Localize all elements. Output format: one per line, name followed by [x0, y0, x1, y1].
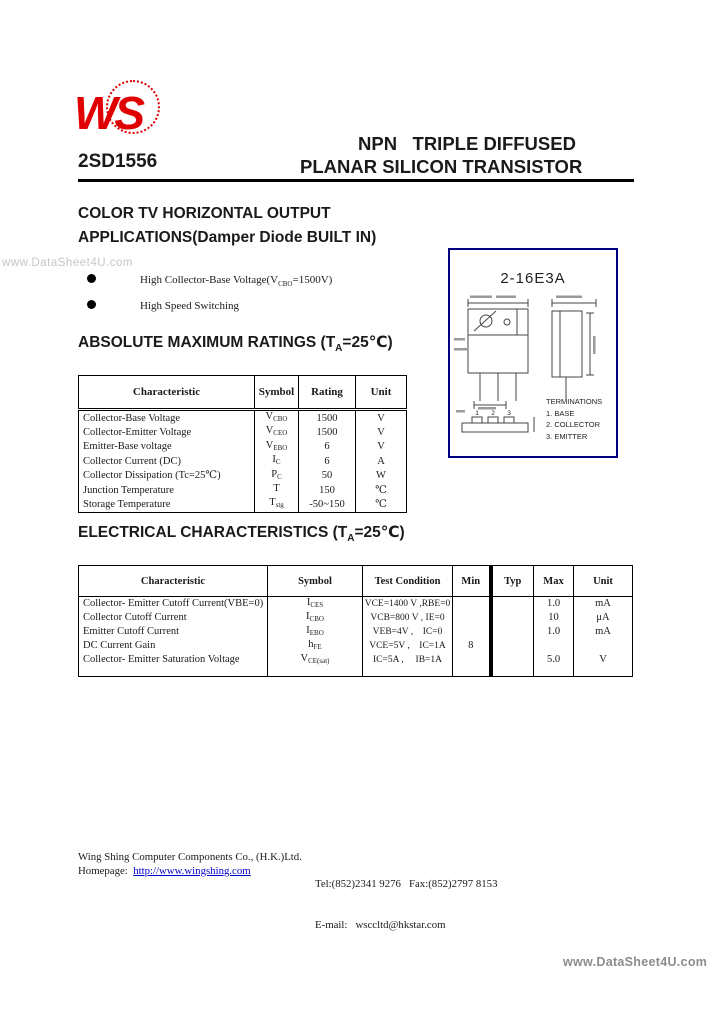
- ec-heading: [78, 523, 405, 544]
- cell-min: [453, 653, 491, 667]
- table-row: [79, 440, 407, 454]
- cell-rating: 150: [299, 483, 356, 497]
- termination-base: 1. BASE: [546, 408, 575, 418]
- title-line1: NPN TRIPLE DIFFUSED: [358, 133, 576, 154]
- table-header-row: [79, 376, 407, 410]
- cell-unit: μA: [574, 611, 633, 625]
- cell-unit: V: [356, 410, 407, 426]
- feature-subscript: CBO: [278, 280, 293, 289]
- col-test-condition: Test Condition: [363, 566, 453, 597]
- cell-rating: -50~150: [299, 497, 356, 512]
- col-symbol: Symbol: [255, 376, 299, 410]
- table-row: [79, 653, 633, 667]
- cell-min: [453, 611, 491, 625]
- cell-characteristic: Collector-Base Voltage: [79, 410, 255, 426]
- cell-symbol: $I_C$: [255, 454, 299, 468]
- cell-characteristic: Emitter-Base voltage: [79, 440, 255, 454]
- feature-text: High Collector-Base Voltage(V: [140, 274, 279, 286]
- terminations-legend: [546, 396, 614, 442]
- table-row: [79, 639, 633, 653]
- col-characteristic: Characteristic: [79, 376, 255, 410]
- cell-test-condition: VCE=5V , IC=1A: [363, 639, 453, 653]
- email-line: [315, 919, 497, 933]
- spacer-cell: [363, 667, 453, 677]
- col-typ: Typ: [491, 566, 534, 597]
- cell-characteristic: Collector- Emitter Cutoff Current(VBE=0): [79, 597, 268, 612]
- table-row: [79, 483, 407, 497]
- pin-label-3: 3: [507, 410, 511, 417]
- applications-heading-line1: COLOR TV HORIZONTAL OUTPUT: [78, 205, 331, 222]
- ec-heading-post: =25℃): [354, 524, 405, 541]
- package-outline-panel: [448, 248, 618, 458]
- table-header-row: [79, 566, 633, 597]
- part-number: 2SD1556: [78, 151, 158, 172]
- col-characteristic: Characteristic: [79, 566, 268, 597]
- applications-heading-line2: APPLICATIONS(Damper Diode BUILT IN): [78, 229, 377, 246]
- tel-fax: Tel:(852)2341 9276 Fax:(852)2797 8153: [315, 878, 498, 890]
- table-row: [79, 410, 407, 426]
- spacer-cell: [79, 667, 268, 677]
- feature-item: [140, 300, 239, 314]
- feature-text: High Speed Switching: [140, 300, 239, 312]
- termination-emitter: 3. EMITTER: [546, 431, 588, 441]
- cell-symbol: $V_{CBO}$: [255, 410, 299, 426]
- homepage-label: Homepage:: [78, 864, 128, 877]
- cell-unit: ℃: [356, 497, 407, 512]
- feature-item: [140, 274, 332, 288]
- feature-text-post: =1500V): [292, 274, 333, 286]
- cell-unit: mA: [574, 597, 633, 612]
- cell-characteristic: Collector Dissipation (Tc=25℃): [79, 469, 255, 483]
- cell-symbol: $V_{CEO}$: [255, 425, 299, 439]
- cell-unit: [574, 639, 633, 653]
- spacer-cell: [491, 667, 534, 677]
- spacer-cell: [268, 667, 363, 677]
- cell-symbol: $V_{EBO}$: [255, 440, 299, 454]
- table-row: [79, 625, 633, 639]
- absolute-maximum-ratings-table: [78, 375, 407, 513]
- table-spacer-row: [79, 667, 633, 677]
- cell-symbol: $h_{FE}$: [268, 639, 363, 653]
- footer-right: [315, 851, 497, 959]
- col-symbol: Symbol: [268, 566, 363, 597]
- electrical-characteristics-table: [78, 565, 633, 677]
- cell-rating: 6: [299, 454, 356, 468]
- cell-max: 1.0: [534, 597, 574, 612]
- cell-characteristic: Collector Current (DC): [79, 454, 255, 468]
- cell-rating: 50: [299, 469, 356, 483]
- spacer-cell: [453, 667, 491, 677]
- header-rule: [78, 179, 634, 182]
- table-row: [79, 469, 407, 483]
- termination-collector: 2. COLLECTOR: [546, 420, 601, 429]
- cell-characteristic: Storage Temperature: [79, 497, 255, 512]
- cell-typ: [491, 597, 534, 612]
- amr-heading-sub: A: [335, 343, 343, 355]
- cell-test-condition: IC=5A , IB=1A: [363, 653, 453, 667]
- cell-typ: [491, 611, 534, 625]
- pin-label-1: 1: [475, 410, 479, 417]
- col-unit: Unit: [574, 566, 633, 597]
- cell-test-condition: VCB=800 V , IE=0: [363, 611, 453, 625]
- cell-symbol: $T_{stg}$: [255, 497, 299, 512]
- cell-characteristic: DC Current Gain: [79, 639, 268, 653]
- cell-rating: 6: [299, 440, 356, 454]
- spacer-cell: [534, 667, 574, 677]
- col-unit: Unit: [356, 376, 407, 410]
- cell-unit: V: [356, 440, 407, 454]
- cell-symbol: $P_C$: [255, 469, 299, 483]
- cell-unit: W: [356, 469, 407, 483]
- cell-unit: V: [356, 425, 407, 439]
- cell-test-condition: VEB=4V , IC=0: [363, 625, 453, 639]
- email-value: wsccltd@hkstar.com: [355, 918, 446, 931]
- cell-min: [453, 625, 491, 639]
- table-row: [79, 454, 407, 468]
- cell-rating: 1500: [299, 425, 356, 439]
- cell-test-condition: VCE=1400 V ,RBE=0: [363, 597, 453, 612]
- cell-max: 5.0: [534, 653, 574, 667]
- cell-symbol: T: [255, 483, 299, 497]
- cell-symbol: $I_{CBO}$: [268, 611, 363, 625]
- amr-heading-pre: ABSOLUTE MAXIMUM RATINGS (T: [78, 334, 336, 351]
- amr-heading: [78, 333, 393, 354]
- bullet-icon: [87, 300, 96, 309]
- cell-min: [453, 597, 491, 612]
- package-name: 2-16E3A: [500, 270, 566, 287]
- spacer-cell: [574, 667, 633, 677]
- cell-unit: mA: [574, 625, 633, 639]
- cell-symbol: $V_{CE(sat)}$: [268, 653, 363, 667]
- cell-typ: [491, 653, 534, 667]
- cell-characteristic: Collector- Emitter Saturation Voltage: [79, 653, 268, 667]
- cell-characteristic: Emitter Cutoff Current: [79, 625, 268, 639]
- cell-symbol: $I_{EBO}$: [268, 625, 363, 639]
- cell-min: 8: [453, 639, 491, 653]
- wing-shing-logo: [74, 84, 154, 144]
- cell-characteristic: Junction Temperature: [79, 483, 255, 497]
- page-title: [300, 132, 634, 178]
- cell-typ: [491, 639, 534, 653]
- cell-unit: A: [356, 454, 407, 468]
- ec-heading-sub: A: [347, 533, 355, 545]
- homepage-line: [78, 865, 302, 879]
- table-row: [79, 425, 407, 439]
- cell-unit: ℃: [356, 483, 407, 497]
- logo-stamp-ring-icon: [106, 80, 160, 134]
- applications-heading: [78, 202, 376, 250]
- cell-typ: [491, 625, 534, 639]
- cell-max: [534, 639, 574, 653]
- footer-left: [78, 851, 302, 878]
- email-label: E-mail:: [315, 918, 348, 931]
- bullet-icon: [87, 274, 96, 283]
- table-row: [79, 611, 633, 625]
- watermark-bottom-right: www.DataSheet4U.com: [563, 955, 708, 969]
- cell-max: 10: [534, 611, 574, 625]
- table-row: [79, 497, 407, 512]
- company-name: Wing Shing Computer Components Co., (H.K.)Ltd.: [78, 851, 302, 863]
- cell-rating: 1500: [299, 410, 356, 426]
- cell-symbol: $I_{CES}$: [268, 597, 363, 612]
- terminations-title: TERMINATIONS: [546, 397, 603, 406]
- ec-heading-pre: ELECTRICAL CHARACTERISTICS (T: [78, 524, 348, 541]
- cell-characteristic: Collector-Emitter Voltage: [79, 425, 255, 439]
- col-min: Min: [453, 566, 491, 597]
- col-rating: Rating: [299, 376, 356, 410]
- logo-ws-text: WS: [74, 87, 143, 139]
- homepage-link[interactable]: http://www.wingshing.com: [133, 864, 251, 877]
- table-row: [79, 597, 633, 612]
- pin-label-2: 2: [491, 410, 495, 417]
- col-max: Max: [534, 566, 574, 597]
- cell-characteristic: Collector Cutoff Current: [79, 611, 268, 625]
- amr-heading-post: =25℃): [342, 334, 393, 351]
- cell-max: 1.0: [534, 625, 574, 639]
- watermark-left: www.DataSheet4U.com: [2, 257, 133, 269]
- title-line2: PLANAR SILICON TRANSISTOR: [300, 156, 583, 177]
- cell-unit: V: [574, 653, 633, 667]
